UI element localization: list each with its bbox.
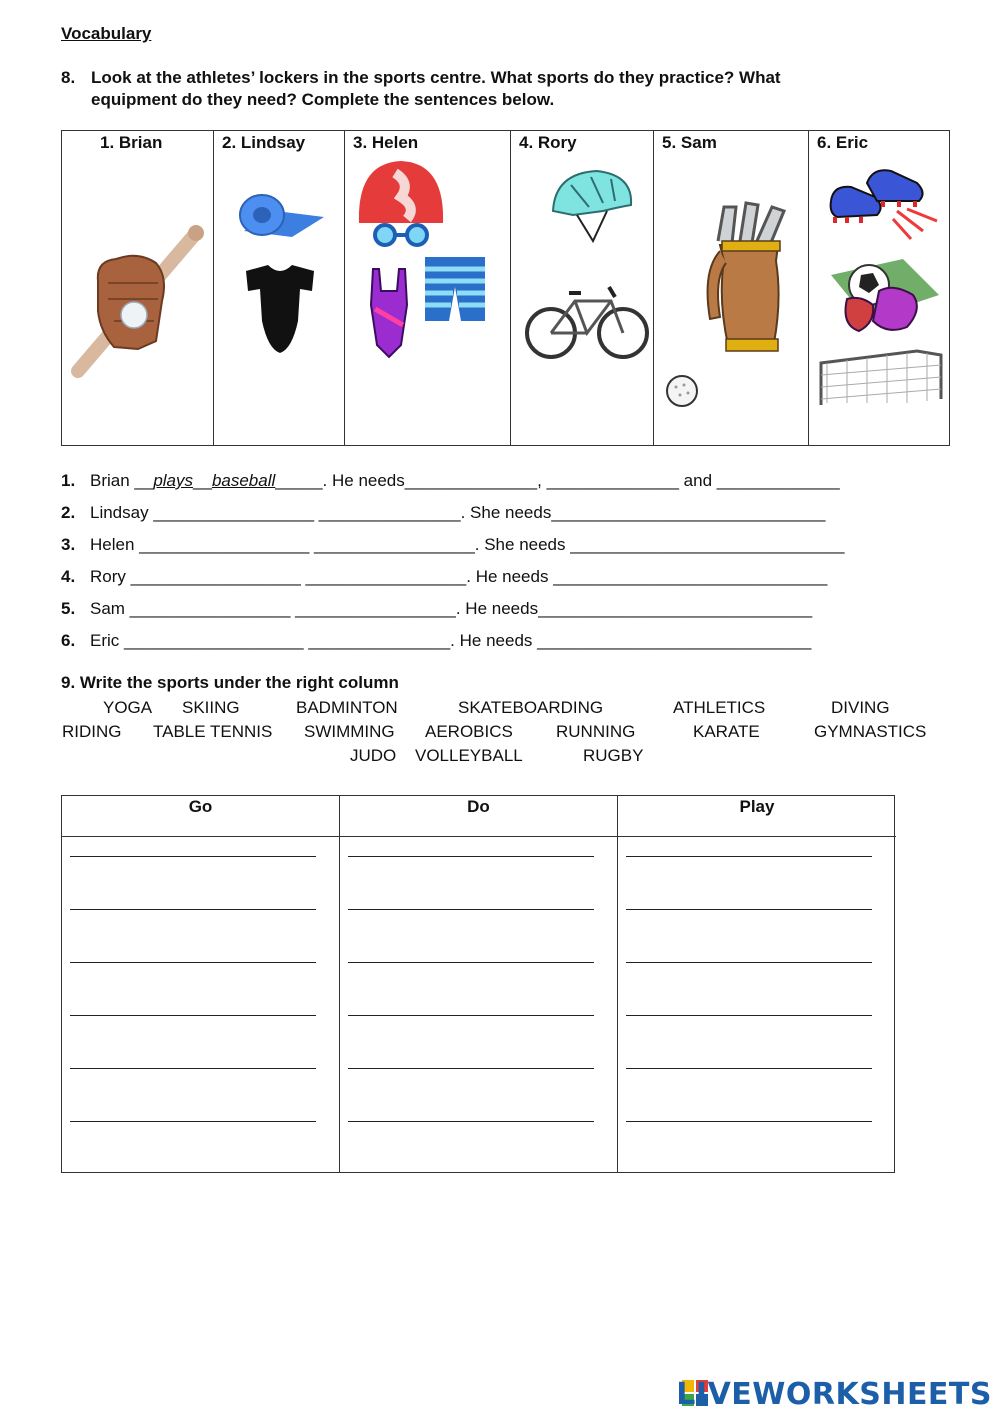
sentence-number: 3.	[61, 535, 76, 554]
sentence-4[interactable]	[61, 567, 827, 587]
column-go	[62, 796, 340, 1172]
sentence-number: 6.	[61, 631, 76, 650]
word-yoga: YOGA	[103, 698, 153, 717]
sentence-number: 5.	[61, 599, 76, 618]
locker-label: 3. Helen	[353, 133, 419, 152]
question-8	[61, 67, 941, 111]
locker-lindsay	[214, 131, 345, 445]
sentence-number: 1.	[61, 471, 76, 490]
answer-blank[interactable]	[348, 1121, 594, 1122]
answer-blank[interactable]	[626, 962, 872, 963]
locker-rory	[511, 131, 654, 445]
sentence-2[interactable]	[61, 503, 826, 523]
yoga-mat-icon	[232, 179, 328, 243]
sentence-number: 2.	[61, 503, 76, 522]
locker-label: 2. Lindsay	[222, 133, 306, 152]
locker-label: 6. Eric	[817, 133, 869, 152]
answer-blank[interactable]	[348, 909, 594, 910]
answer-blank[interactable]	[348, 1015, 594, 1016]
locker-sam	[654, 131, 809, 445]
sentence-rest[interactable]: _____. He needs______________, ______________ and _____________	[275, 471, 840, 490]
answer-blank[interactable]	[626, 909, 872, 910]
question-9-title: 9. Write the sports under the right column	[61, 673, 399, 692]
sort-table	[61, 795, 895, 1173]
word-badminton: BADMINTON	[296, 698, 398, 717]
column-do	[340, 796, 618, 1172]
golf-ball-icon	[664, 373, 700, 409]
sentence-6[interactable]	[61, 631, 811, 651]
sentence-3[interactable]	[61, 535, 844, 555]
liveworksheets-logo[interactable]: LIVEWORKSHEETS	[676, 1377, 992, 1412]
answer-blank[interactable]	[348, 962, 594, 963]
bike-helmet-icon	[549, 167, 635, 249]
swim-trunks-icon	[423, 253, 487, 325]
locker-label: 4. Rory	[519, 133, 577, 152]
word-riding: RIDING	[62, 722, 122, 741]
locker-label: 5. Sam	[662, 133, 717, 152]
swimsuit-icon	[367, 265, 411, 361]
column-header: Go	[62, 796, 339, 837]
column-play	[618, 796, 896, 1172]
sentence-text[interactable]: Rory __________________ _________________. He needs _____________________________	[90, 567, 828, 586]
sentence-5[interactable]	[61, 599, 812, 619]
sentence-text[interactable]: Lindsay _________________ _______________. She needs_____________________________	[90, 503, 826, 522]
word-table-tennis: TABLE TENNIS	[153, 722, 273, 741]
column-header: Play	[618, 796, 896, 837]
locker-helen	[345, 131, 511, 445]
question-8-line-1: Look at the athletes’ lockers in the sports centre. What sports do they practice? What	[91, 68, 781, 87]
locker-label: 1. Brian	[100, 133, 163, 152]
answer-blank[interactable]	[70, 962, 316, 963]
question-8-line-2: equipment do they need? Complete the sentences below.	[91, 90, 555, 109]
football-boots-icon	[827, 161, 939, 241]
sentence-prefix: Brian __	[90, 471, 154, 490]
answer-blank[interactable]	[626, 1068, 872, 1069]
baseball-glove-icon	[68, 221, 208, 381]
swim-cap-icon	[355, 153, 449, 249]
word-skateboarding: SKATEBOARDING	[458, 698, 604, 717]
answer-blank[interactable]	[70, 1121, 316, 1122]
word-running: RUNNING	[556, 722, 636, 741]
sentence-mid: __	[193, 471, 212, 490]
sentence-number: 4.	[61, 567, 76, 586]
answer-baseball[interactable]: baseball	[211, 471, 276, 490]
leotard-icon	[240, 261, 320, 357]
section-title: Vocabulary	[61, 24, 152, 43]
word-karate: KARATE	[693, 722, 760, 741]
lockers-table	[61, 130, 950, 446]
bicycle-icon	[523, 277, 651, 363]
answer-blank[interactable]	[70, 1068, 316, 1069]
answer-blank[interactable]	[626, 856, 872, 857]
answer-blank[interactable]	[70, 1015, 316, 1016]
word-skiing: SKIING	[182, 698, 240, 717]
sentence-text[interactable]: Eric ___________________ _______________. He needs _____________________________	[90, 631, 812, 650]
football-goal-icon	[817, 347, 945, 409]
word-rugby: RUGBY	[583, 746, 644, 765]
word-volleyball: VOLLEYBALL	[415, 746, 523, 765]
locker-brian	[62, 131, 214, 445]
word-gymnastics: GYMNASTICS	[814, 722, 927, 741]
sentence-text[interactable]: Helen __________________ _________________. She needs _____________________________	[90, 535, 845, 554]
answer-blank[interactable]	[626, 1121, 872, 1122]
answer-blank[interactable]	[70, 909, 316, 910]
answer-blank[interactable]	[348, 856, 594, 857]
sentence-text[interactable]: Sam _________________ _________________. He needs_____________________________	[90, 599, 813, 618]
locker-eric	[809, 131, 951, 445]
word-aerobics: AEROBICS	[425, 722, 513, 741]
question-number: 8.	[61, 68, 76, 87]
answer-plays[interactable]: plays	[153, 471, 194, 490]
word-athletics: ATHLETICS	[673, 698, 766, 717]
word-diving: DIVING	[831, 698, 890, 717]
word-swimming: SWIMMING	[304, 722, 395, 741]
column-header: Do	[340, 796, 617, 837]
word-judo: JUDO	[350, 746, 397, 765]
answer-blank[interactable]	[348, 1068, 594, 1069]
answer-blank[interactable]	[626, 1015, 872, 1016]
answer-blank[interactable]	[70, 856, 316, 857]
golf-bag-icon	[698, 199, 798, 363]
sentence-1	[61, 471, 840, 491]
goalkeeper-gloves-icon	[827, 255, 943, 339]
